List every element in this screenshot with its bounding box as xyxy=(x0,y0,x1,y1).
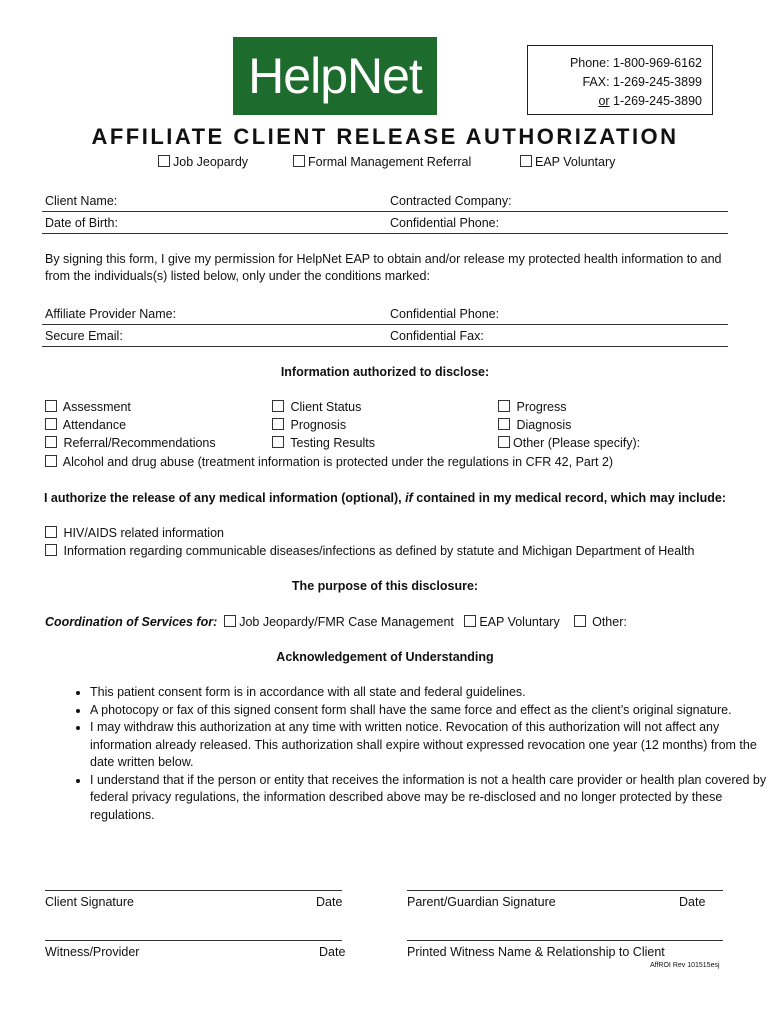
medical-heading-if: if xyxy=(405,491,413,505)
coordination-label: Coordination of Services for: xyxy=(45,615,218,629)
checkbox-icon xyxy=(272,436,284,448)
checkbox-communicable-diseases[interactable] xyxy=(45,544,694,558)
checkbox-label: Attendance xyxy=(62,418,127,432)
consent-paragraph: By signing this form, I give my permission for HelpNet EAP to obtain and/or release my protected health information to and from the individuals(s) listed below, only under the conditions marked: xyxy=(45,252,722,283)
checkbox-label: Alcohol and drug abuse (treatment information is protected under the regulations in CFR 42, Part 2) xyxy=(62,455,614,469)
printed-witness-name-line[interactable] xyxy=(407,940,723,941)
client-signature-label: Client Signature xyxy=(45,895,134,909)
checkbox-icon xyxy=(45,418,57,430)
alt-number xyxy=(528,92,702,111)
checkbox-icon xyxy=(272,418,284,430)
checkbox-hiv-aids[interactable] xyxy=(45,526,224,540)
purpose-heading: The purpose of this disclosure: xyxy=(291,579,479,593)
info-authorized-heading: Information authorized to disclose: xyxy=(280,365,490,379)
divider xyxy=(42,233,728,234)
parent-guardian-signature-label: Parent/Guardian Signature xyxy=(407,895,556,909)
coordination-of-services-row xyxy=(45,615,627,629)
client-date-label: Date xyxy=(316,895,343,909)
affiliate-provider-name-field[interactable]: Affiliate Provider Name: xyxy=(45,307,177,321)
checkbox-purpose-other[interactable] xyxy=(574,615,627,629)
checkbox-label: Prognosis xyxy=(290,418,347,432)
checkbox-progress[interactable] xyxy=(498,400,567,414)
client-name-field[interactable]: Client Name: xyxy=(45,194,118,208)
checkbox-client-status[interactable] xyxy=(272,400,361,414)
checkbox-eap-voluntary[interactable] xyxy=(520,155,615,169)
contracted-company-field[interactable]: Contracted Company: xyxy=(390,194,512,208)
client-signature-line[interactable] xyxy=(45,890,342,891)
list-item: • I may withdraw this authorization at any time with written notice. Revocation of this authorization will not affect any information already released. This authorization shall expire without expressed revocation one year (12 months) from the date written below. xyxy=(90,719,770,772)
checkbox-icon xyxy=(293,155,305,167)
list-item: • I understand that if the person or entity that receives the information is not a health care provider or health plan covered by federal privacy regulations, the information described above may be re-disclosed and no longer protected by these regulations. xyxy=(90,772,770,825)
list-item: • A photocopy or fax of this signed consent form shall have the same force and effect as the client’s original signature. xyxy=(90,702,770,720)
checkbox-icon xyxy=(464,615,476,627)
checkbox-label: Job Jeopardy xyxy=(173,155,249,169)
checkbox-label: EAP Voluntary xyxy=(535,155,616,169)
checkbox-icon xyxy=(45,544,57,556)
medical-info-heading xyxy=(0,491,770,505)
contact-box xyxy=(527,45,713,115)
checkbox-purpose-eap-voluntary[interactable] xyxy=(464,615,559,629)
form-title: AFFILIATE CLIENT RELEASE AUTHORIZATION xyxy=(91,124,679,149)
checkbox-label: Diagnosis xyxy=(516,418,572,432)
alt-number-value: 1-269-245-3890 xyxy=(609,94,702,108)
checkbox-label: Information regarding communicable diseases/infections as defined by statute and Michigan Department of Health xyxy=(63,544,695,558)
printed-witness-label: Printed Witness Name & Relationship to Client xyxy=(407,945,665,959)
date-of-birth-field[interactable]: Date of Birth: xyxy=(45,216,118,230)
witness-date-label: Date xyxy=(319,945,346,959)
secure-email-field[interactable]: Secure Email: xyxy=(45,329,123,343)
checkbox-icon xyxy=(45,436,57,448)
fax-number: FAX: 1-269-245-3899 xyxy=(582,75,702,89)
acknowledgement-heading: Acknowledgement of Understanding xyxy=(276,650,494,664)
checkbox-label: Client Status xyxy=(290,400,362,414)
checkbox-label: HIV/AIDS related information xyxy=(63,526,224,540)
checkbox-label: Assessment xyxy=(62,400,131,414)
checkbox-label: Referral/Recommendations xyxy=(63,436,216,450)
checkbox-label: EAP Voluntary xyxy=(479,615,560,629)
checkbox-icon xyxy=(520,155,532,167)
provider-confidential-phone-field[interactable]: Confidential Phone: xyxy=(390,307,500,321)
checkbox-icon xyxy=(224,615,236,627)
checkbox-label: Job Jeopardy/FMR Case Management xyxy=(239,615,454,629)
revision-code: AffROI Rev 101515esj xyxy=(650,962,720,969)
client-confidential-phone-field[interactable]: Confidential Phone: xyxy=(390,216,500,230)
checkbox-testing-results[interactable] xyxy=(272,436,375,450)
checkbox-icon xyxy=(45,400,57,412)
checkbox-referral-recommendations[interactable] xyxy=(45,436,216,450)
checkbox-label: Testing Results xyxy=(290,436,376,450)
checkbox-icon xyxy=(498,418,510,430)
helpnet-logo: HelpNet xyxy=(233,37,437,115)
checkbox-icon xyxy=(272,400,284,412)
alt-or: or xyxy=(598,94,610,108)
checkbox-label: Other (Please specify): xyxy=(513,436,641,450)
divider xyxy=(42,324,728,325)
divider xyxy=(42,211,728,212)
checkbox-icon xyxy=(498,400,510,412)
checkbox-job-jeopardy[interactable] xyxy=(158,155,248,169)
checkbox-label: Other: xyxy=(592,615,627,629)
checkbox-icon xyxy=(574,615,586,627)
medical-heading-part-b: contained in my medical record, which may include: xyxy=(412,491,727,505)
checkbox-icon xyxy=(45,526,57,538)
checkbox-other-specify[interactable] xyxy=(498,436,640,450)
witness-provider-label: Witness/Provider xyxy=(45,945,140,959)
checkbox-diagnosis[interactable] xyxy=(498,418,571,432)
checkbox-label: Formal Management Referral xyxy=(308,155,472,169)
checkbox-assessment[interactable] xyxy=(45,400,131,414)
phone-number: Phone: 1-800-969-6162 xyxy=(569,56,702,70)
checkbox-alcohol-drug-abuse[interactable] xyxy=(45,455,613,469)
witness-provider-signature-line[interactable] xyxy=(45,940,342,941)
divider xyxy=(42,346,728,347)
checkbox-prognosis[interactable] xyxy=(272,418,346,432)
checkbox-label: Progress xyxy=(516,400,567,414)
checkbox-formal-management-referral[interactable] xyxy=(293,155,471,169)
checkbox-icon xyxy=(498,436,510,448)
medical-heading-part-a: I authorize the release of any medical information (optional), xyxy=(43,491,406,505)
parent-guardian-date-label: Date xyxy=(679,895,706,909)
acknowledgement-list xyxy=(45,684,770,824)
confidential-fax-field[interactable]: Confidential Fax: xyxy=(390,329,484,343)
list-item: • This patient consent form is in accordance with all state and federal guidelines. xyxy=(90,684,770,702)
checkbox-icon xyxy=(45,455,57,467)
checkbox-job-jeopardy-fmr[interactable] xyxy=(224,615,454,629)
checkbox-icon xyxy=(158,155,170,167)
parent-guardian-signature-line[interactable] xyxy=(407,890,723,891)
checkbox-attendance[interactable] xyxy=(45,418,126,432)
